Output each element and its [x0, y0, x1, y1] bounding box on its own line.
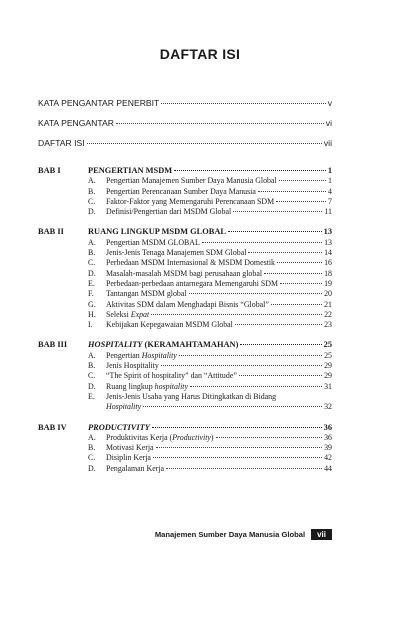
chapter-number: BAB II [38, 227, 64, 237]
footer-page-number: vii [311, 529, 332, 540]
toc-item[interactable]: D. Definisi/Pengertian dari MSDM Global 11 [88, 207, 332, 217]
toc-item[interactable]: A. Pengertian Manajemen Sumber Daya Manusia Global 1 [88, 176, 332, 186]
toc-item[interactable]: C. Perbedaan MSDM Internasional & MSDM Domestik 16 [88, 258, 332, 268]
page-footer [155, 529, 332, 540]
toc-page: vii [323, 138, 332, 148]
front-matter [38, 98, 332, 158]
dot-leader [87, 143, 322, 144]
footer-book-title: Manajemen Sumber Daya Manusia Global [154, 530, 306, 539]
chapter-number: BAB I [38, 166, 61, 175]
toc-item[interactable]: C. Faktor-Faktor yang Memengaruhi Perencanaan SDM 7 [88, 196, 332, 206]
toc-label: DAFTAR ISI [38, 138, 85, 148]
toc-item[interactable]: B. Jenis-Jenis Tenaga Manajemen SDM Global 14 [88, 248, 332, 258]
toc-page: v [327, 98, 332, 108]
chapter-4 [38, 423, 332, 474]
page-title: DAFTAR ISI [159, 46, 241, 62]
toc-item[interactable]: A. Produktivitas Kerja (Productivity) 36 [88, 432, 332, 442]
chapter-title[interactable]: PENGERTIAN MSDM 1 [88, 166, 332, 175]
toc-entry-kata-pengantar-penerbit[interactable] [38, 98, 332, 118]
toc-item[interactable]: C. “The Spirit of hospitality” dan “Attitude” 29 [88, 371, 332, 381]
toc-page: vi [325, 118, 332, 128]
toc-item[interactable]: A. Pengertian Hospitality 25 [88, 350, 332, 360]
toc-item[interactable]: A. Pengertian MSDM GLOBAL 13 [88, 237, 332, 247]
toc-item[interactable]: B. Jenis Hospitality 29 [88, 361, 332, 371]
toc-item[interactable]: B. Pengertian Perencanaan Sumber Daya Manusia 4 [88, 186, 332, 196]
toc-item[interactable]: H. Seleksi Expat 22 [88, 309, 332, 319]
chapter-3 [38, 340, 332, 412]
toc-item[interactable]: E. Perbedaan-perbedaan antarnegara Memengaruhi SDM 19 [88, 278, 332, 288]
toc-item[interactable]: D. Masalah-masalah MSDM bagi perusahaan global 18 [88, 268, 332, 278]
dot-leader [161, 103, 325, 104]
chapter-number: BAB III [38, 340, 68, 350]
chapter-title[interactable]: HOSPITALITY (KERAMAHTAMAHAN) 25 [88, 340, 332, 350]
toc-item[interactable]: D. Ruang lingkup hospitality 31 [88, 381, 332, 391]
toc-item[interactable]: F. Tantangan MSDM global 20 [88, 289, 332, 299]
toc-entry-daftar-isi[interactable] [38, 138, 332, 158]
toc-item[interactable]: C. Disiplin Kerja 42 [88, 453, 332, 463]
toc-item[interactable]: G. Aktivitas SDM dalam Menghadapi Bisnis “Global” 21 [88, 299, 332, 309]
chapter-list [38, 166, 332, 484]
chapter-2 [38, 227, 332, 330]
chapter-title[interactable]: RUANG LINGKUP MSDM GLOBAL 13 [88, 227, 332, 237]
toc-label: KATA PENGANTAR PENERBIT [38, 98, 160, 108]
chapter-1 [38, 166, 332, 217]
toc-entry-kata-pengantar[interactable] [38, 118, 332, 138]
toc-item[interactable]: E. Jenis-Jenis Usaha yang Harus Ditingkatkan di Bidang Hospitality 32 [88, 391, 332, 412]
toc-item[interactable]: B. Motivasi Kerja 39 [88, 443, 332, 453]
chapter-title[interactable]: PRODUCTIVITY 36 [88, 422, 332, 432]
chapter-number: BAB IV [38, 422, 67, 432]
toc-item[interactable]: D. Pengalaman Kerja 44 [88, 463, 332, 473]
toc-item[interactable]: I. Kebijakan Kepegawaian MSDM Global 23 [88, 320, 332, 330]
toc-label: KATA PENGANTAR [38, 118, 114, 128]
dot-leader [116, 123, 324, 124]
